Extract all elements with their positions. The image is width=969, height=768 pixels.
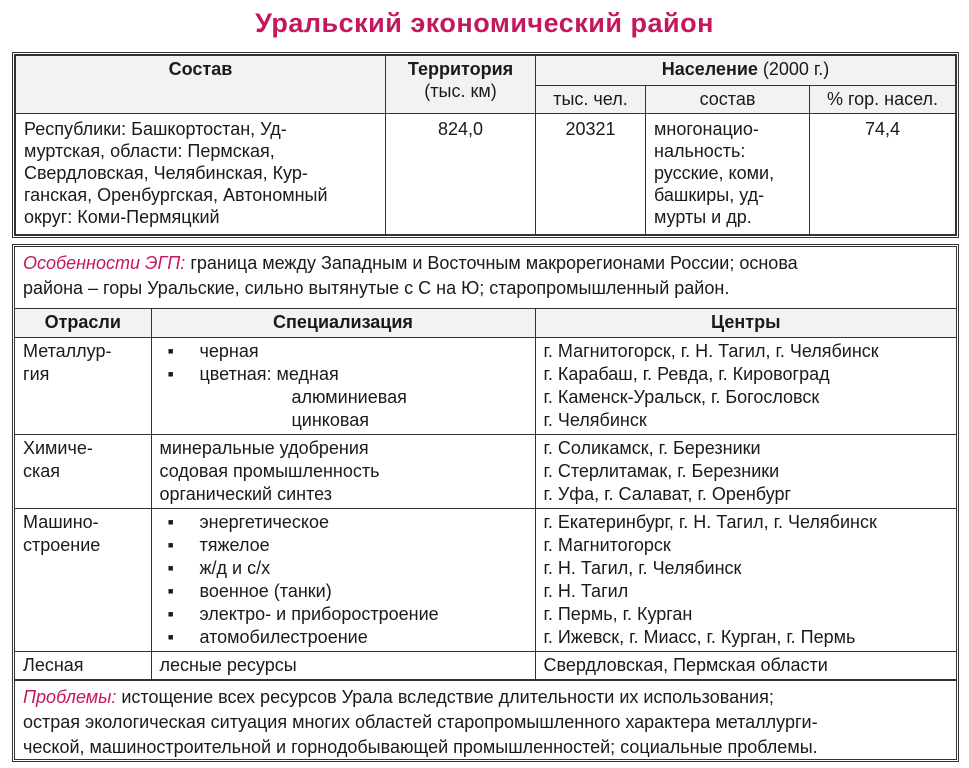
problems-text-2: острая экологическая ситуация многих областей старопромышленного характера металлурги- [23, 711, 818, 732]
branch-cell [15, 508, 151, 651]
spec-item: ▪ черная [160, 340, 527, 363]
header-population-year: (2000 г.) [757, 59, 830, 79]
spec-item: ▪ цветная: медная [160, 363, 527, 386]
branch-line: гия [23, 363, 50, 384]
centers-cell [535, 508, 956, 651]
summary-table-frame [12, 52, 959, 238]
branch-line: Металлур- [23, 340, 112, 361]
page-title: Уральский экономический район [255, 8, 714, 38]
sostav-line: муртская, области: Пермская, [24, 141, 275, 161]
center-line: г. Карабаш, г. Ревда, г. Кировоград [543, 363, 830, 384]
composition-line: многонацио- [654, 119, 759, 139]
branch-line: ская [23, 460, 61, 481]
sostav-line: Республики: Башкортостан, Уд- [24, 119, 287, 139]
composition-line: мурты и др. [654, 207, 752, 227]
header-branches: Отрасли [15, 309, 151, 337]
header-population [536, 56, 956, 86]
spec-item: ▪ тяжелое [160, 534, 527, 557]
cell-territory: 824,0 [386, 114, 536, 235]
spec-item: ▪ военное (танки) [160, 580, 527, 603]
center-line: г. Соликамск, г. Березники [543, 437, 761, 458]
table-row [15, 337, 956, 434]
header-pop-urban: % гор. насел. [810, 86, 956, 114]
header-pop-composition: состав [646, 86, 810, 114]
branch-line: Химиче- [23, 437, 93, 458]
branch-cell: Лесная [15, 651, 151, 679]
center-line: г. Уфа, г. Салават, г. Оренбург [543, 483, 792, 504]
header-territory-title: Территория [407, 59, 514, 79]
problems-text-1: истощение всех ресурсов Урала вследствие длительности их использования; [116, 686, 774, 707]
header-territory [386, 56, 536, 114]
table-row [15, 651, 956, 679]
composition-line: русские, коми, [654, 163, 775, 183]
branch-line: строение [23, 534, 101, 555]
spec-item: ▪ энергетическое [160, 511, 527, 534]
center-line: г. Стерлитамак, г. Березники [543, 460, 780, 481]
spec-item: ▪ ж/д и с/х [160, 557, 527, 580]
centers-cell: Свердловская, Пермская области [535, 651, 956, 679]
branch-line: Машино- [23, 511, 99, 532]
spec-item: цинковая [291, 409, 370, 430]
center-line: г. Н. Тагил, г. Челябинск [543, 557, 742, 578]
egp-section [15, 247, 956, 309]
header-pop-thousands: тыс. чел. [536, 86, 646, 114]
egp-text-2: района – горы Уральские, сильно вытянутые с С на Ю; старопромышленный район. [23, 278, 730, 298]
summary-table [15, 55, 956, 235]
sostav-line: ганская, Оренбургская, Автономный [24, 185, 328, 205]
center-line: г. Н. Тагил [543, 580, 629, 601]
cell-population: 20321 [536, 114, 646, 235]
cell-composition [646, 114, 810, 235]
spec-cell [151, 434, 535, 508]
problems-text-3: ческой, машиностроительной и горнодобывающей промышленностей; социальные проблемы. [23, 736, 818, 757]
centers-cell [535, 337, 956, 434]
center-line: г. Магнитогорск, г. Н. Тагил, г. Челябинск [543, 340, 879, 361]
spec-item: минеральные удобрения [159, 437, 369, 458]
spec-item: органический синтез [159, 483, 332, 504]
spec-item: ▪ атомобилестроение [160, 626, 527, 649]
cell-urban: 74,4 [810, 114, 956, 235]
egp-label: Особенности ЭГП: [23, 253, 186, 273]
branch-cell [15, 434, 151, 508]
composition-line: нальность: [654, 141, 746, 161]
cell-sostav [16, 114, 386, 235]
sostav-line: Свердловская, Челябинская, Кур- [24, 163, 308, 183]
center-line: г. Каменск-Уральск, г. Богословск [543, 386, 820, 407]
composition-line: башкиры, уд- [654, 185, 765, 205]
centers-cell [535, 434, 956, 508]
table-row [15, 508, 956, 651]
header-specialization: Специализация [151, 309, 535, 337]
spec-item: содовая промышленность [159, 460, 380, 481]
center-line: г. Пермь, г. Курган [543, 603, 693, 624]
table-row [15, 434, 956, 508]
center-line: г. Ижевск, г. Миасс, г. Курган, г. Пермь [543, 626, 856, 647]
problems-label: Проблемы: [23, 686, 117, 707]
center-line: г. Челябинск [543, 409, 647, 430]
industry-block [12, 244, 959, 762]
branch-cell [15, 337, 151, 434]
spec-cell: лесные ресурсы [151, 651, 535, 679]
header-population-title: Население [661, 59, 758, 79]
spec-item: ▪ электро- и приборостроение [160, 603, 527, 626]
sostav-line: округ: Коми-Пермяцкий [24, 207, 220, 227]
egp-text-1: граница между Западным и Восточным макрорегионами России; основа [185, 253, 798, 273]
header-sostav: Состав [16, 56, 386, 114]
header-territory-unit: (тыс. км) [424, 81, 497, 101]
center-line: г. Магнитогорск [543, 534, 671, 555]
problems-section [15, 680, 956, 764]
industry-table [15, 309, 956, 680]
center-line: г. Екатеринбург, г. Н. Тагил, г. Челябинск [543, 511, 877, 532]
spec-cell [151, 508, 535, 651]
spec-cell [151, 337, 535, 434]
spec-item: алюминиевая [291, 386, 407, 407]
header-centers: Центры [535, 309, 956, 337]
